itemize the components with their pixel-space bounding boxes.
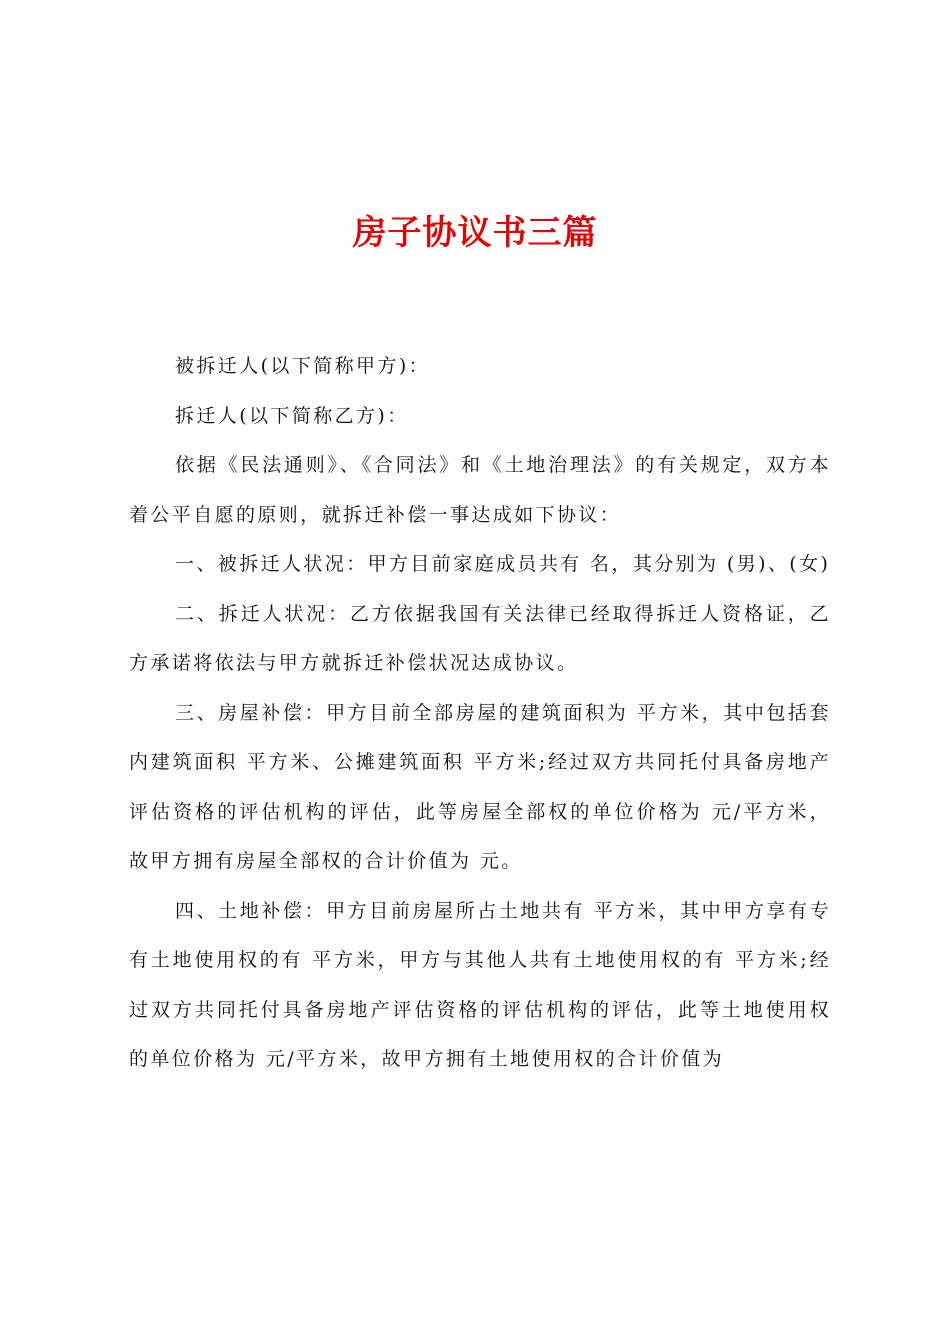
- paragraph-clause-4: 四、土地补偿：甲方目前房屋所占土地共有 平方米，其中甲方享有专有土地使用权的有 平方米，甲方与其他人共有土地使用权的有 平方米;经过双方共同托付具备房地产评估资格的评估机构的评估，此等土地使用权的单位价格为 元/平方米，故甲方拥有土地使用权的合计价值为: [129, 899, 831, 1070]
- paragraph-clause-3: 三、房屋补偿：甲方目前全部房屋的建筑面积为 平方米，其中包括套内建筑面积 平方米、公摊建筑面积 平方米;经过双方共同托付具备房地产评估资格的评估机构的评估，此等房屋全部权的单位价格为 元/平方米，故甲方拥有房屋全部权的合计价值为 元。: [129, 701, 831, 872]
- document-body: [129, 342, 831, 1085]
- page-title: 房子协议书三篇: [352, 213, 598, 253]
- paragraph-demolisher: 拆迁人(以下简称乙方)：: [175, 404, 409, 427]
- paragraph-clause-2: 二、拆迁人状况：乙方依据我国有关法律已经取得拆迁人资格证，乙方承诺将依法与甲方就拆迁补偿状况达成协议。: [129, 602, 831, 674]
- paragraph-legal-basis: 依据《民法通则》、《合同法》和《土地治理法》的有关规定，双方本着公平自愿的原则，就拆迁补偿一事达成如下协议：: [129, 454, 831, 526]
- paragraph-clause-1: 一、被拆迁人状况：甲方目前家庭成员共有 名，其分别为 (男)、(女): [175, 553, 831, 575]
- paragraph-demolished-party: 被拆迁人(以下简称甲方)：: [175, 355, 431, 377]
